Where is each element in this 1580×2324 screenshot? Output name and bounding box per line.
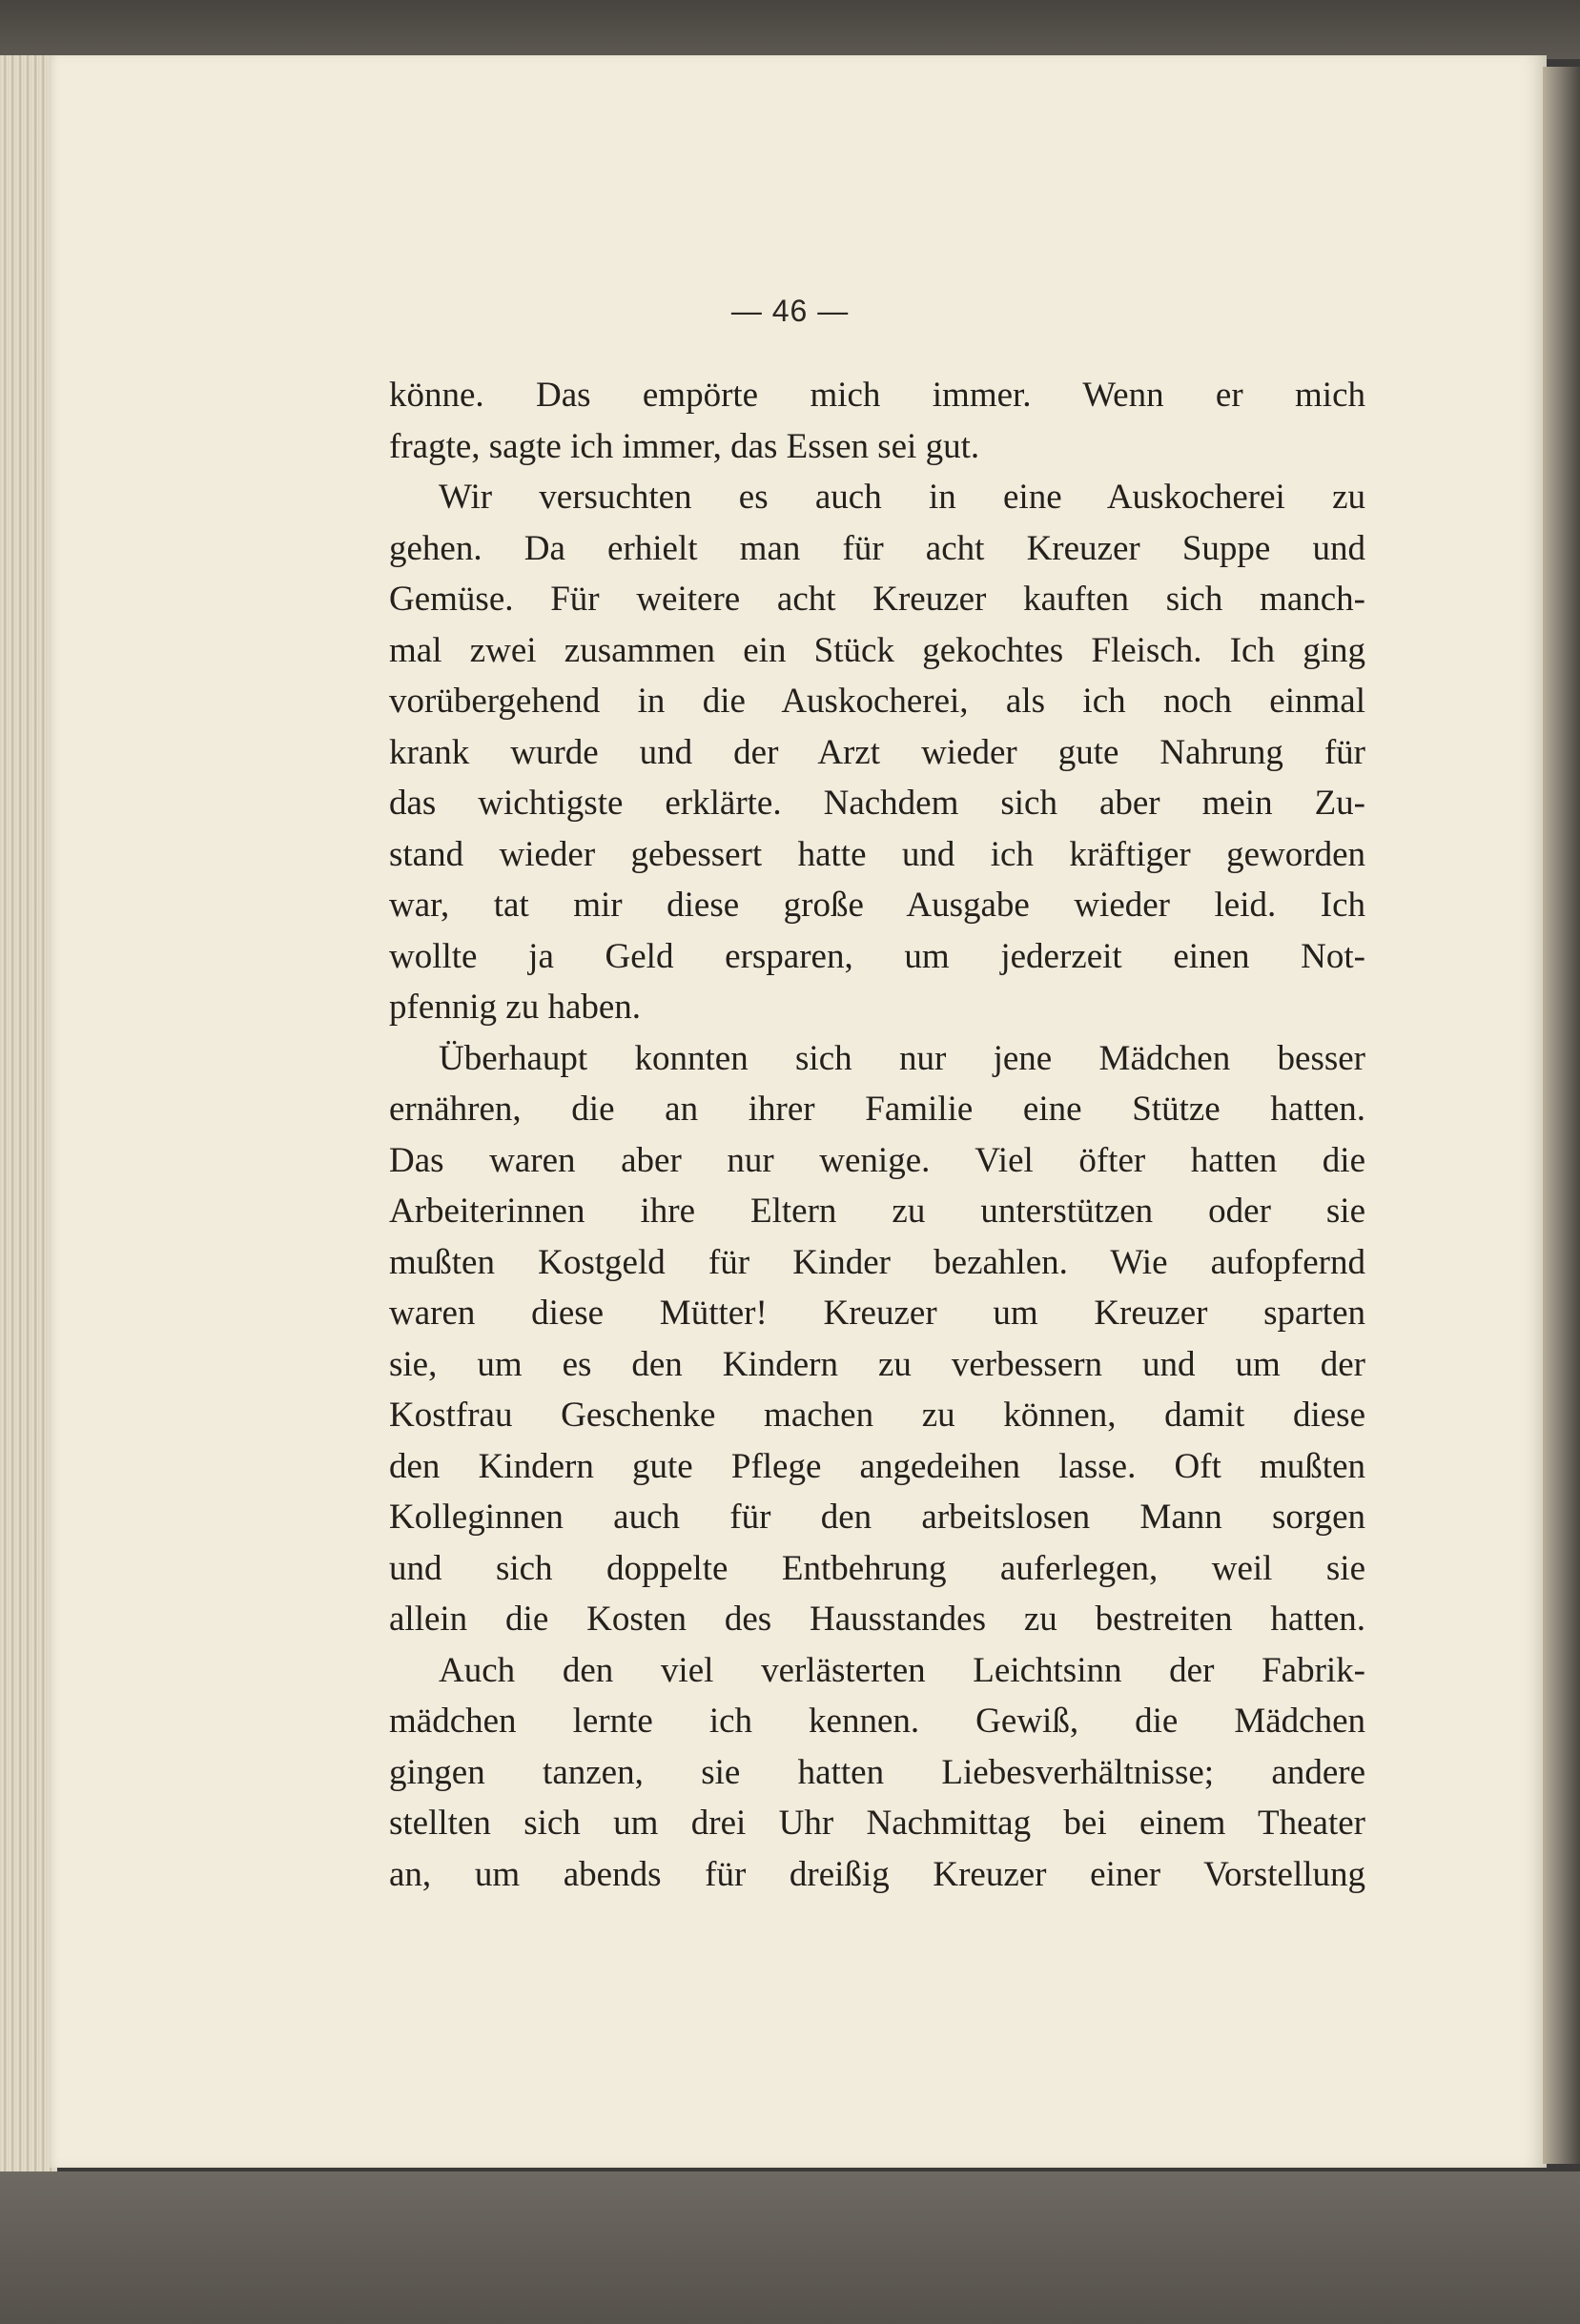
text-line: Gemüse. Für weitere acht Kreuzer kauften sich manch- [389,580,1365,619]
text-line: fragte, sagte ich immer, das Essen sei gut. [389,426,980,466]
text-line: mußten Kostgeld für Kinder bezahlen. Wie aufopfernd [389,1242,1365,1282]
text-line: Das waren aber nur wenige. Viel öfter hatten die [389,1140,1365,1180]
page-number: — 46 — [730,294,850,328]
text-line: gingen tanzen, sie hatten Liebesverhältnisse; andere [389,1752,1365,1792]
text-line: Arbeiterinnen ihre Eltern zu unterstützen oder sie [389,1192,1365,1231]
book-cover-top-edge [0,0,1580,59]
text-line: ernähren, die an ihrer Familie eine Stütze hatten. [389,1090,1365,1129]
text-line: könne. Das empörte mich immer. Wenn er mich [389,376,1365,415]
text-line: wollte ja Geld ersparen, um jederzeit einen Not- [389,936,1365,976]
text-line: allein die Kosten des Hausstandes zu bestreiten hatten. [389,1600,1365,1639]
text-line: Kolleginnen auch für den arbeitslosen Mann sorgen [389,1498,1365,1537]
text-line: Auch den viel verlästerten Leichtsinn der Fabrik- [439,1650,1365,1690]
text-line: und sich doppelte Entbehrung auferlegen, weil sie [389,1548,1365,1588]
text-line: stand wieder gebessert hatte und ich kräftiger geworden [389,834,1365,874]
text-line: mädchen lernte ich kennen. Gewiß, die Mädchen [389,1702,1365,1741]
text-line: krank wurde und der Arzt wieder gute Nahrung für [389,732,1365,772]
text-line: war, tat mir diese große Ausgabe wieder leid. Ich [389,886,1365,925]
page-stack-edges [0,55,57,2173]
text-line: Kostfrau Geschenke machen zu können, damit diese [389,1396,1365,1435]
text-line: sie, um es den Kindern zu verbessern und um der [389,1344,1365,1384]
text-line: pfennig zu haben. [389,988,642,1027]
text-line: das wichtigste erklärte. Nachdem sich aber mein Zu- [389,784,1365,823]
text-line: stellten sich um drei Uhr Nachmittag bei einem Theater [389,1804,1365,1843]
book-spine-shadow [1543,67,1580,2164]
text-line: Überhaupt konnten sich nur jene Mädchen besser [439,1038,1365,1078]
text-line: Wir versuchten es auch in eine Auskocherei zu [439,478,1365,517]
text-line: waren diese Mütter! Kreuzer um Kreuzer sparten [389,1294,1365,1333]
text-line: mal zwei zusammen ein Stück gekochtes Fleisch. Ich ging [389,630,1365,670]
text-line: gehen. Da erhielt man für acht Kreuzer Suppe und [389,528,1365,568]
book-cover-bottom-edge [0,2171,1580,2324]
text-line: an, um abends für dreißig Kreuzer einer Vorstellung [389,1854,1365,1894]
text-line: vorübergehend in die Auskocherei, als ich noch einmal [389,682,1365,721]
text-line: den Kindern gute Pflege angedeihen lasse. Oft mußten [389,1446,1365,1486]
body-text [389,370,1365,1900]
